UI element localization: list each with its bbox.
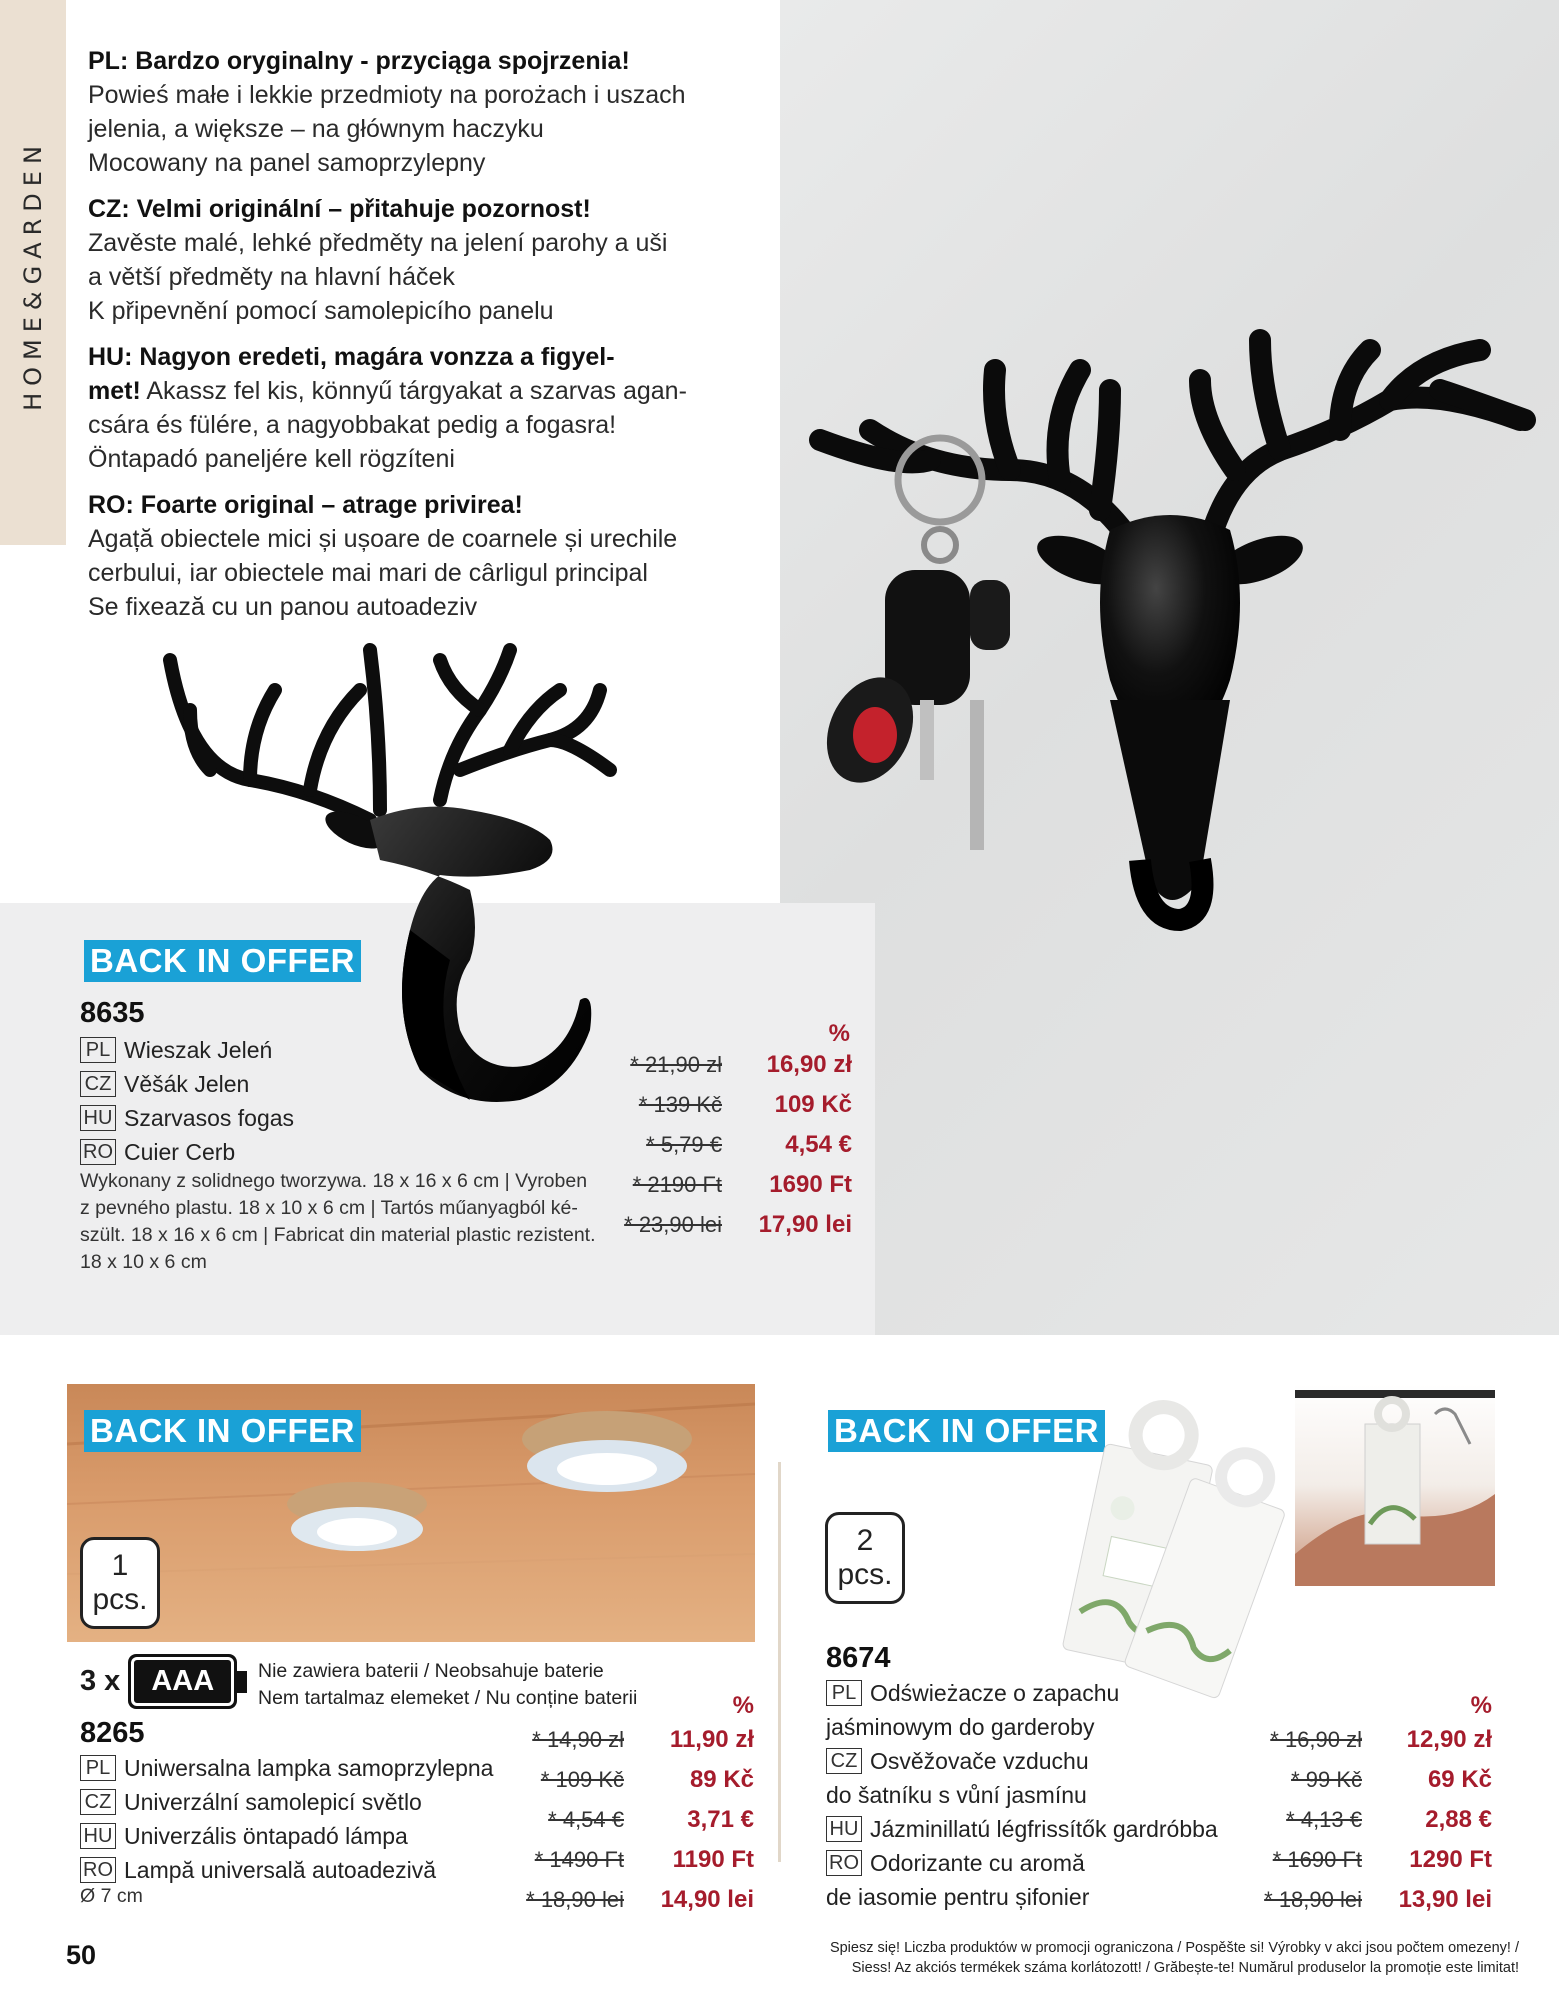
battery-note-line: Nie zawiera baterii / Neobsahuje baterie <box>258 1660 604 1682</box>
product-name: Wieszak Jeleń <box>124 1036 273 1063</box>
price-row <box>462 1800 754 1840</box>
hu-line: Akassz fel kis, könnyű tárgyakat a szarvas agan- <box>140 377 687 405</box>
product-name: Osvěžovače vzduchu <box>870 1747 1089 1774</box>
lang-code: CZ <box>80 1071 116 1097</box>
old-price: * 14,90 zł <box>532 1727 624 1752</box>
lang-code: RO <box>80 1857 116 1883</box>
product-name: Lampă universală autoadezivă <box>124 1856 436 1883</box>
detail-line: z pevného plastu. 18 x 10 x 6 cm | Tartós műanyagból ké- <box>80 1197 578 1219</box>
pcs-label: pcs. <box>837 1558 893 1591</box>
new-price: 1190 Ft <box>672 1846 754 1873</box>
old-price: * 139 Kč <box>638 1092 722 1117</box>
price-row <box>1200 1800 1492 1840</box>
ro-line: cerbului, iar obiectele mai mari de cârligul principal <box>88 559 648 587</box>
footer-line: Spiesz się! Liczba produktów w promocji ograniczona / Pospěšte si! Výrobky v akci jsou počtem omezeny! / <box>829 1940 1519 1956</box>
price-row <box>1200 1840 1492 1880</box>
price-row <box>1200 1880 1492 1920</box>
battery-note <box>258 1658 637 1712</box>
cz-line: a větší předměty na hlavní háček <box>88 263 455 291</box>
product-name: Univerzális öntapadó lámpa <box>124 1822 408 1849</box>
new-price: 3,71 € <box>687 1806 754 1833</box>
price-row <box>560 1125 852 1165</box>
old-price: * 18,90 lei <box>1264 1887 1362 1912</box>
pl-line: Powieś małe i lekkie przedmioty na porożach i uszach <box>88 81 686 109</box>
freshener-sachets-photo <box>1055 1400 1295 1700</box>
old-price: * 5,79 € <box>646 1132 722 1157</box>
new-price: 2,88 € <box>1425 1806 1492 1833</box>
cz-line: Zavěste malé, lehké předměty na jelení parohy a uši <box>88 229 668 257</box>
freshener-name-row <box>826 1812 1218 1846</box>
lamp-product-code: 8265 <box>80 1717 145 1749</box>
new-price: 16,90 zł <box>766 1051 852 1078</box>
detail-line: szült. 18 x 16 x 6 cm | Fabricat din material plastic rezistent. <box>80 1224 596 1246</box>
freshener-pcs-badge <box>825 1512 905 1604</box>
detail-line: Wykonany z solidnego tworzywa. 18 x 16 x 6 cm | Vyroben <box>80 1170 588 1192</box>
new-price: 89 Kč <box>689 1766 754 1793</box>
pcs-label: pcs. <box>92 1583 148 1616</box>
lamp-size: Ø 7 cm <box>80 1885 143 1907</box>
lamp-pcs-badge <box>80 1537 160 1629</box>
old-price: * 1690 Ft <box>1272 1847 1362 1872</box>
freshener-name-cont: de iasomie pentru șifonier <box>826 1883 1090 1910</box>
lang-code: PL <box>80 1755 116 1781</box>
hu-title: HU: Nagyon eredeti, magára vonzza a figyel- <box>88 343 615 371</box>
lamp-product-names <box>80 1751 493 1887</box>
deer-price-table <box>560 1045 852 1245</box>
freshener-name-row <box>826 1676 1218 1710</box>
ro-line: Agață obiectele mici și ușoare de coarnele și urechile <box>88 525 678 553</box>
old-price: * 4,54 € <box>548 1807 624 1832</box>
freshener-back-in-offer-badge: BACK IN OFFER <box>828 1410 1105 1452</box>
lamp-name-row <box>80 1819 493 1853</box>
new-price: 13,90 lei <box>1398 1886 1492 1913</box>
footer-disclaimer <box>759 1938 1519 1978</box>
new-price: 14,90 lei <box>660 1886 754 1913</box>
battery-count: 3 x <box>80 1665 121 1697</box>
lamp-name-row <box>80 1853 493 1887</box>
product-name: Odświeżacze o zapachu <box>870 1679 1120 1706</box>
lang-code: HU <box>826 1816 862 1842</box>
lamp-name-row <box>80 1751 493 1785</box>
pcs-number: 1 <box>111 1549 129 1582</box>
new-price: 1690 Ft <box>769 1171 852 1198</box>
lang-code: CZ <box>80 1789 116 1815</box>
deer-product-names <box>80 1033 294 1169</box>
old-price: * 18,90 lei <box>526 1887 624 1912</box>
deer-name-row <box>80 1067 294 1101</box>
product-name: Uniwersalna lampka samoprzylepna <box>124 1754 494 1781</box>
deer-name-row <box>80 1033 294 1067</box>
lang-code: CZ <box>826 1748 862 1774</box>
old-price: * 1490 Ft <box>534 1847 624 1872</box>
freshener-name-row <box>826 1744 1218 1778</box>
pl-title: PL: Bardzo oryginalny - przyciąga spojrzenia! <box>88 47 630 75</box>
price-row <box>560 1165 852 1205</box>
closet-photo <box>1295 1384 1495 1586</box>
lamp-back-in-offer-badge: BACK IN OFFER <box>84 1410 361 1452</box>
lamp-name-row <box>80 1785 493 1819</box>
lamp-percent-icon: % <box>732 1692 754 1719</box>
cz-line: K připevnění pomocí samolepicího panelu <box>88 297 554 325</box>
new-price: 69 Kč <box>1427 1766 1492 1793</box>
side-tab-label: HOME&GARDEN <box>19 139 47 411</box>
product-name: Univerzální samolepicí světlo <box>124 1788 422 1815</box>
battery-info <box>80 1660 247 1703</box>
new-price: 12,90 zł <box>1406 1726 1492 1753</box>
deer-percent-icon: % <box>828 1020 850 1047</box>
product-name: Věšák Jelen <box>124 1070 250 1097</box>
battery-icon <box>134 1660 247 1703</box>
ro-title: RO: Foarte original – atrage privirea! <box>88 491 523 519</box>
pcs-number: 2 <box>856 1524 874 1557</box>
freshener-name-cont: jaśminowym do garderoby <box>826 1713 1095 1740</box>
freshener-name-row <box>826 1846 1218 1880</box>
hu-line: csára és fülére, a nagyobbakat pedig a fogasra! <box>88 411 617 439</box>
price-row <box>560 1045 852 1085</box>
old-price: * 23,90 lei <box>624 1212 722 1237</box>
new-price: 109 Kč <box>774 1091 852 1118</box>
battery-note-line: Nem tartalmaz elemeket / Nu conține baterii <box>258 1687 638 1709</box>
lang-code: PL <box>80 1037 116 1063</box>
product-name: Cuier Cerb <box>124 1138 236 1165</box>
old-price: * 109 Kč <box>540 1767 624 1792</box>
pl-line: jelenia, a większe – na głównym haczyku <box>88 115 544 143</box>
column-divider <box>778 1462 781 1862</box>
product-name: Szarvasos fogas <box>124 1104 295 1131</box>
new-price: 1290 Ft <box>1409 1846 1492 1873</box>
old-price: * 2190 Ft <box>632 1172 722 1197</box>
price-row <box>462 1880 754 1920</box>
hu-title-cont: met! <box>88 377 141 405</box>
freshener-name-cont: do šatníku s vůní jasmínu <box>826 1781 1087 1808</box>
freshener-percent-icon: % <box>1470 1692 1492 1719</box>
page-number: 50 <box>66 1940 97 1970</box>
battery-type: AAA <box>134 1660 231 1703</box>
new-price: 17,90 lei <box>758 1211 852 1238</box>
deer-head-photo <box>780 0 1559 1335</box>
new-price: 4,54 € <box>785 1131 852 1158</box>
deer-name-row <box>80 1135 294 1169</box>
lang-code: RO <box>80 1139 116 1165</box>
detail-line: 18 x 10 x 6 cm <box>80 1251 207 1273</box>
price-row <box>1200 1760 1492 1800</box>
side-tab <box>0 0 66 545</box>
lang-code: HU <box>80 1823 116 1849</box>
price-row <box>1200 1720 1492 1760</box>
product-name: Jázminillatú légfrissítők gardróbba <box>870 1815 1218 1842</box>
freshener-price-table <box>1200 1720 1492 1920</box>
new-price: 11,90 zł <box>669 1726 754 1753</box>
old-price: * 21,90 zł <box>630 1052 722 1077</box>
lang-code: HU <box>80 1105 116 1131</box>
price-row <box>560 1205 852 1245</box>
freshener-product-names <box>826 1676 1218 1914</box>
price-row <box>462 1720 754 1760</box>
price-row <box>462 1840 754 1880</box>
lang-code: PL <box>826 1680 862 1706</box>
hu-line: Öntapadó paneljére kell rögzíteni <box>88 445 455 473</box>
price-row <box>560 1085 852 1125</box>
deer-back-in-offer-badge: BACK IN OFFER <box>84 940 361 982</box>
old-price: * 99 Kč <box>1291 1767 1362 1792</box>
footer-line: Siess! Az akciós termékek száma korlátozott! / Grăbește-te! Numărul produselor la promoție este limitat! <box>851 1960 1519 1976</box>
lamp-price-table <box>462 1720 754 1920</box>
price-row <box>462 1760 754 1800</box>
deer-name-row <box>80 1101 294 1135</box>
product-name: Odorizante cu aromă <box>870 1849 1085 1876</box>
freshener-product-code: 8674 <box>826 1642 891 1674</box>
deer-description <box>88 44 778 636</box>
wall-photo <box>780 0 1559 1335</box>
old-price: * 16,90 zł <box>1270 1727 1362 1752</box>
pl-line: Mocowany na panel samoprzylepny <box>88 149 486 177</box>
deer-product-code: 8635 <box>80 997 145 1029</box>
ro-line: Se fixează cu un panou autoadeziv <box>88 593 478 621</box>
cz-title: CZ: Velmi originální – přitahuje pozornost! <box>88 195 591 223</box>
lang-code: RO <box>826 1850 862 1876</box>
deer-product-details <box>80 1168 620 1276</box>
old-price: * 4,13 € <box>1286 1807 1362 1832</box>
closet-illustration <box>1295 1384 1495 1586</box>
